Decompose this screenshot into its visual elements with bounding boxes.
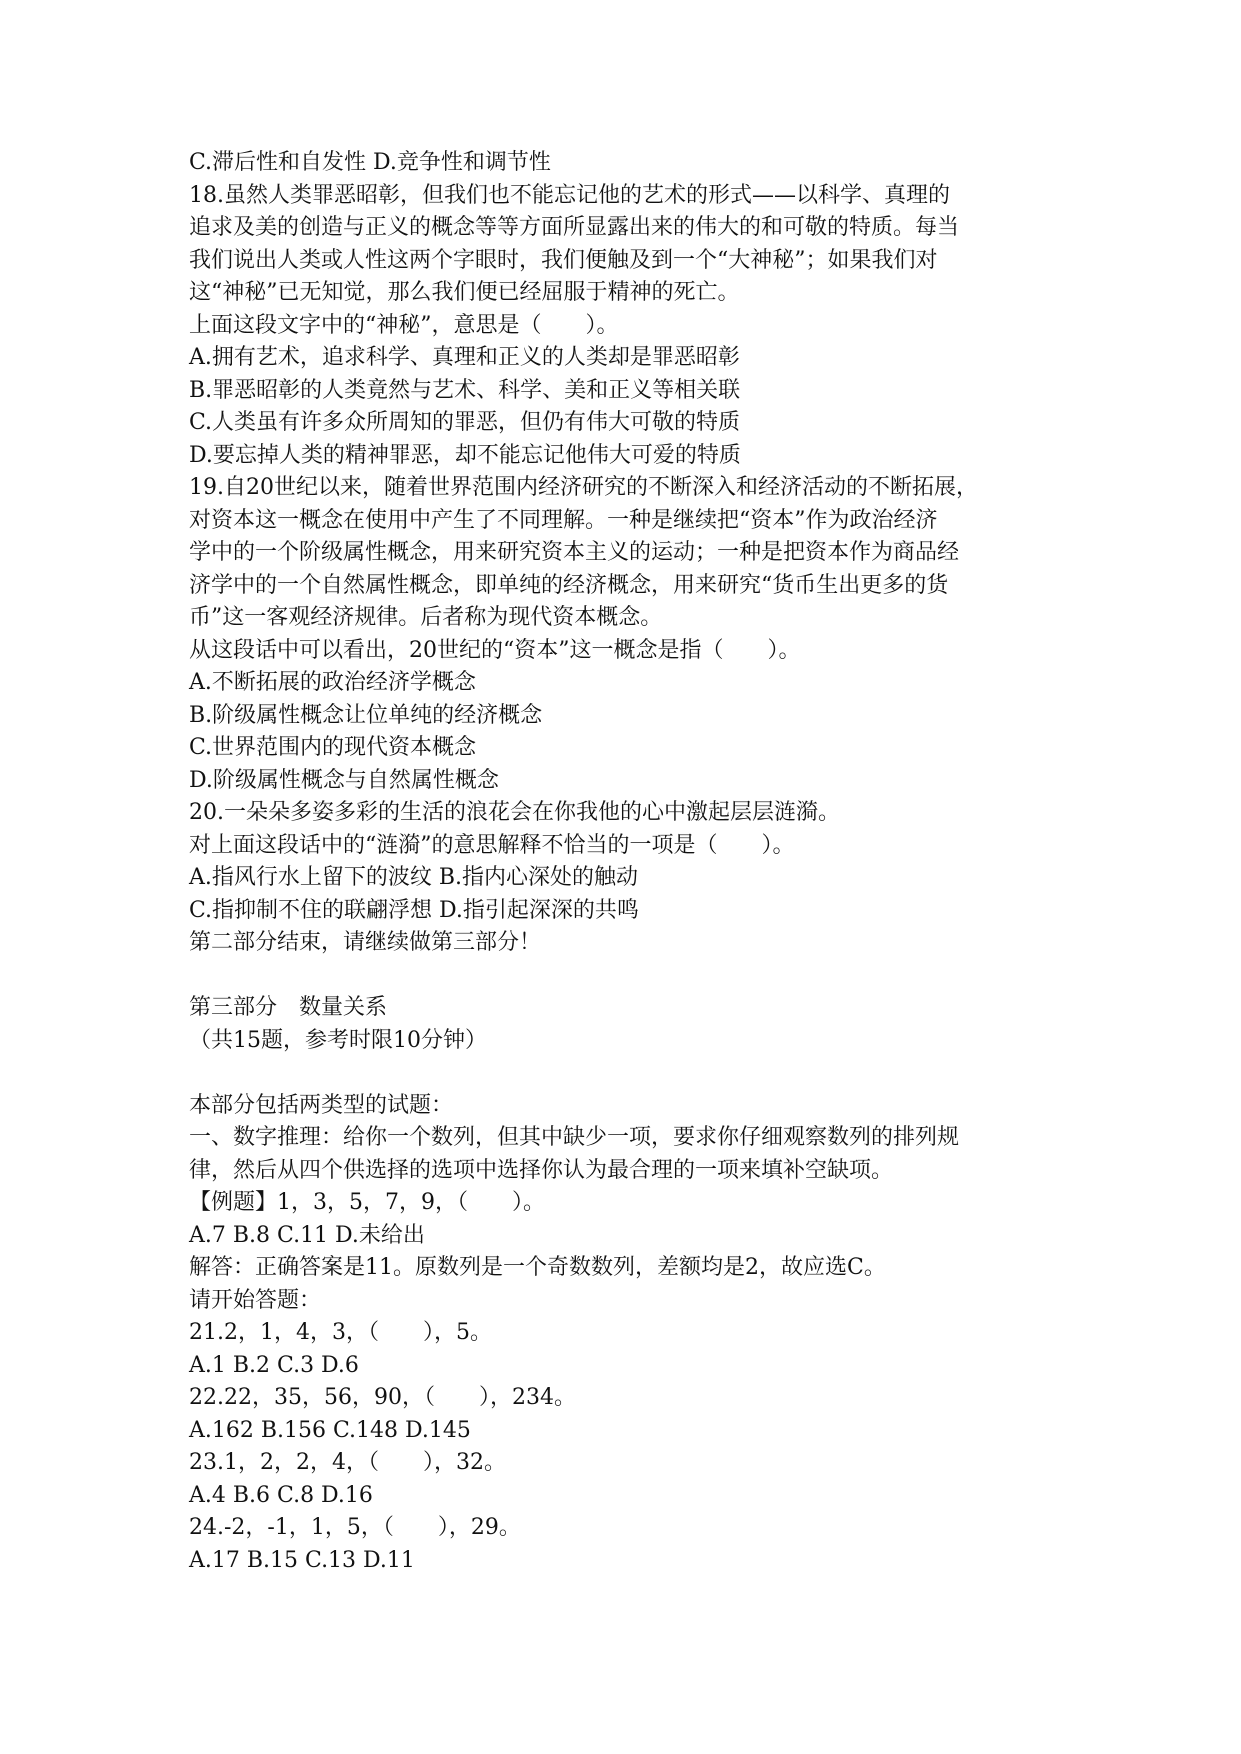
question-24: 24.-2，-1，1，5，（ ），29。: [189, 1515, 521, 1540]
option-b: B.阶级属性概念让位单纯的经济概念: [189, 702, 543, 728]
spacer: [189, 1057, 1069, 1090]
question-21-options: A.1 B.2 C.3 D.6: [189, 1352, 359, 1378]
question-20-stem: 20.一朵朵多姿多彩的生活的浪花会在你我他的心中激起层层涟漪。: [189, 800, 840, 825]
instructions: 本部分包括两类型的试题：: [189, 1092, 454, 1118]
question-23: 23.1，2，2，4，（ ），32。: [189, 1450, 506, 1475]
options-a-b: A.指风行水上留下的波纹 B.指内心深处的触动: [189, 865, 639, 890]
text-line: 币”这一客观经济规律。后者称为现代资本概念。: [189, 605, 663, 630]
option-a: A.不断拓展的政治经济学概念: [189, 670, 476, 695]
text-line: 学中的一个阶级属性概念，用来研究资本主义的运动；一种是把资本作为商品经: [189, 540, 960, 565]
option-b: B.罪恶昭彰的人类竟然与艺术、科学、美和正义等相关联: [189, 377, 741, 403]
instructions: 律，然后从四个供选择的选项中选择你认为最合理的一项来填补空缺项。: [189, 1157, 894, 1183]
option-c: C.人类虽有许多众所周知的罪恶，但仍有伟大可敬的特质: [189, 410, 741, 435]
instructions: 一、数字推理：给你一个数列，但其中缺少一项，要求你仔细观察数列的排列规: [189, 1125, 960, 1150]
section-heading: 第三部分 数量关系: [189, 995, 388, 1020]
question-23-options: A.4 B.6 C.8 D.16: [189, 1482, 373, 1508]
start-note: 请开始答题：: [189, 1287, 322, 1313]
question-19-stem: 19.自20世纪以来，随着世界范围内经济研究的不断深入和经济活动的不断拓展，: [189, 475, 978, 500]
question-19-prompt: 从这段话中可以看出，20世纪的“资本”这一概念是指（ ）。: [189, 637, 801, 663]
text-line: 对资本这一概念在使用中产生了不同理解。一种是继续把“资本”作为政治经济: [189, 507, 938, 533]
section-end-note: 第二部分结束，请继续做第三部分！: [189, 930, 542, 955]
options-c-d: C.指抑制不住的联翩浮想 D.指引起深深的共鸣: [189, 897, 639, 923]
question-24-options: A.17 B.15 C.13 D.11: [189, 1547, 415, 1573]
section-subtitle: （共15题，参考时限10分钟）: [189, 1027, 487, 1053]
question-22: 22.22，35，56，90，（ ），234。: [189, 1385, 576, 1410]
option-d: D.阶级属性概念与自然属性概念: [189, 767, 499, 793]
question-22-options: A.162 B.156 C.148 D.145: [189, 1417, 471, 1443]
option-a: A.拥有艺术，追求科学、真理和正义的人类却是罪恶昭彰: [189, 345, 740, 370]
example-question: 【例题】1，3，5，7，9，（ ）。: [189, 1190, 545, 1215]
text-line: 济学中的一个自然属性概念，即单纯的经济概念，用来研究“货币生出更多的货: [189, 572, 949, 598]
question-18-stem: 18.虽然人类罪恶昭彰，但我们也不能忘记他的艺术的形式——以科学、真理的: [189, 182, 950, 208]
spacer: [189, 960, 1069, 993]
question-18-prompt: 上面这段文字中的“神秘”，意思是（ ）。: [189, 312, 619, 338]
option-c: C.世界范围内的现代资本概念: [189, 735, 477, 760]
example-answer: 解答：正确答案是11。原数列是一个奇数数列，差额均是2，故应选C。: [189, 1255, 886, 1280]
text-line: 追求及美的创造与正义的概念等等方面所显露出来的伟大的和可敬的特质。每当: [189, 215, 960, 240]
text-line: 这“神秘”已无知觉，那么我们便已经屈服于精神的死亡。: [189, 280, 740, 305]
document-page: [189, 147, 1069, 1577]
text-line: 我们说出人类或人性这两个字眼时，我们便触及到一个“大神秘”；如果我们对: [189, 247, 938, 273]
text-line: C.滞后性和自发性 D.竞争性和调节性: [189, 150, 551, 175]
example-options: A.7 B.8 C.11 D.未给出: [189, 1222, 425, 1248]
question-21: 21.2，1，4，3，（ ），5。: [189, 1320, 492, 1345]
question-20-prompt: 对上面这段话中的“涟漪”的意思解释不恰当的一项是（ ）。: [189, 832, 795, 858]
option-d: D.要忘掉人类的精神罪恶，却不能忘记他伟大可爱的特质: [189, 442, 741, 468]
